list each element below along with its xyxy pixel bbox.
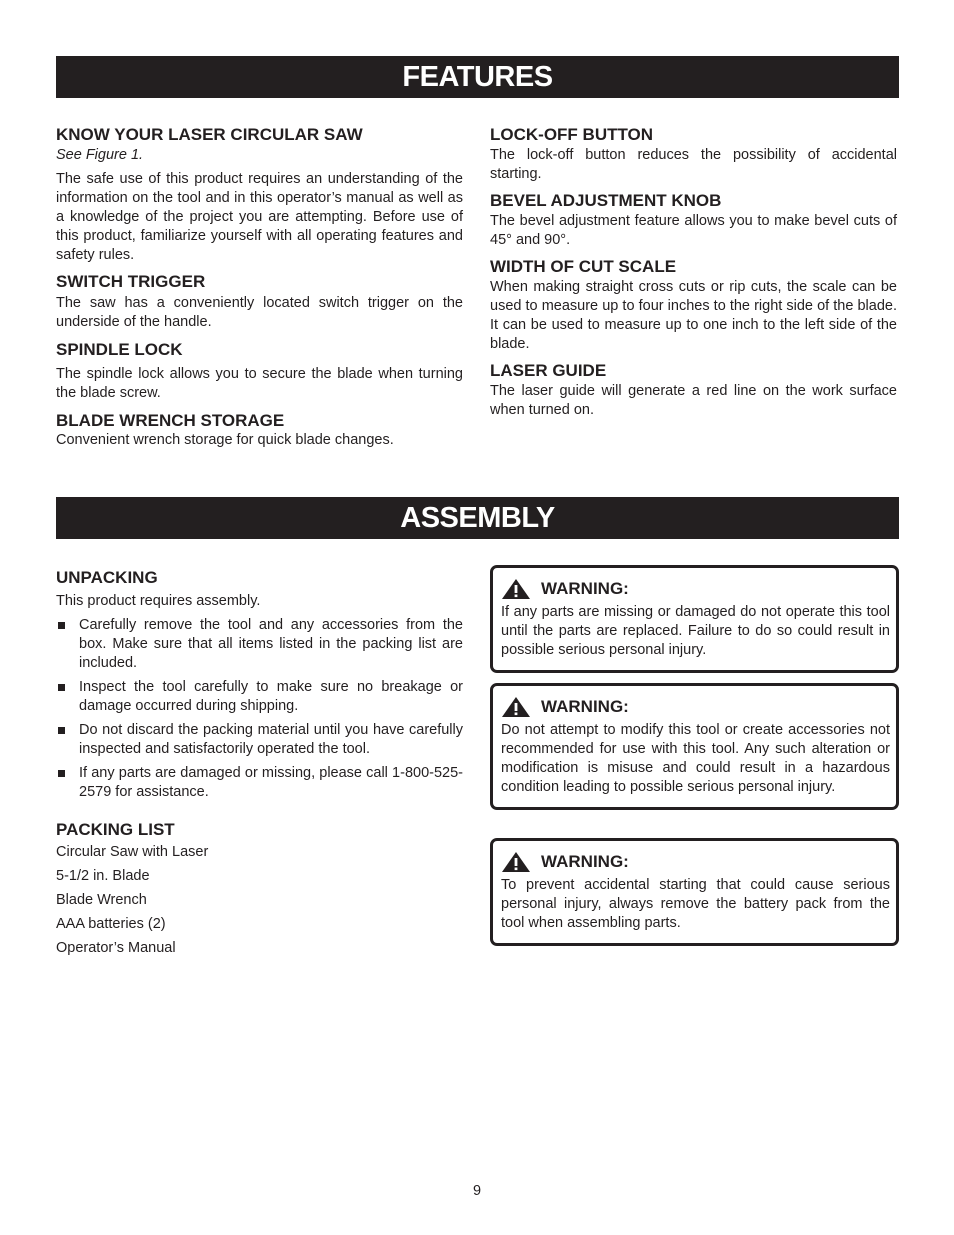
section-heading: LOCK-OFF BUTTON (490, 125, 654, 144)
warning-text: To prevent accidental starting that could cause serious personal injury, always remove the battery pack from the tool when assembling parts. (501, 877, 890, 931)
bullet-square-icon (58, 770, 65, 777)
section-heading: SPINDLE LOCK (56, 340, 183, 359)
warning-label: WARNING: (541, 852, 629, 871)
list-item: Blade Wrench (56, 892, 147, 908)
features-right-column (490, 124, 897, 420)
bullet-square-icon (58, 684, 65, 691)
list-item: Do not discard the packing material until you have carefully inspected and satisfactorily operated the tool. (56, 721, 463, 759)
figure-reference: See Figure 1. (56, 147, 144, 163)
section-heading: KNOW YOUR LASER CIRCULAR SAW (56, 125, 363, 144)
section-heading: BLADE WRENCH STORAGE (56, 411, 285, 430)
section-text: The laser guide will generate a red line on the work surface when turned on. (490, 383, 897, 418)
section-text: When making straight cross cuts or rip cuts, the scale can be used to measure up to four inches to the right side of the blade. It can be used to measure up to one inch to the left side of the blade. (490, 279, 897, 352)
page-number: 9 (472, 1183, 482, 1199)
section-text: Convenient wrench storage for quick blade changes. (56, 432, 394, 448)
list-item: Carefully remove the tool and any accessories from the box. Make sure that all items listed in the packing list are included. (56, 616, 463, 673)
warning-text: Do not attempt to modify this tool or create accessories not recommended for use with this tool. Any such alteration or modification is misuse and could result in a hazardous condition leading to possible serious personal injury. (501, 722, 890, 795)
list-item: Circular Saw with Laser (56, 844, 209, 860)
bullet-square-icon (58, 622, 65, 629)
section-heading: SWITCH TRIGGER (56, 272, 206, 291)
list-item: AAA batteries (2) (56, 916, 166, 932)
list-item: 5-1/2 in. Blade (56, 868, 150, 884)
warning-box (490, 565, 899, 673)
section-text: The saw has a conveniently located switch trigger on the underside of the handle. (56, 295, 463, 330)
assembly-left-column (56, 567, 463, 958)
warning-label: WARNING: (541, 579, 629, 598)
features-left-column (56, 124, 463, 450)
warning-triangle-icon (501, 696, 531, 718)
warning-triangle-icon (501, 851, 531, 873)
warning-label: WARNING: (541, 697, 629, 716)
warning-text: If any parts are missing or damaged do not operate this tool until the parts are replaced. Failure to do so could result in possible serious personal injury. (501, 604, 890, 658)
section-heading: LASER GUIDE (490, 361, 607, 380)
list-item: If any parts are damaged or missing, please call 1-800-525-2579 for assistance. (56, 764, 463, 802)
warning-box (490, 683, 899, 810)
warning-box (490, 838, 899, 946)
packing-list-heading: PACKING LIST (56, 820, 175, 839)
packing-list (56, 843, 463, 958)
features-banner: FEATURES (56, 56, 899, 98)
section-heading: BEVEL ADJUSTMENT KNOB (490, 191, 722, 210)
section-heading: WIDTH OF CUT SCALE (490, 257, 677, 276)
bullet-square-icon (58, 727, 65, 734)
section-text: The safe use of this product requires an understanding of the information on the tool and in this operator’s manual as well as a knowledge of the project you are attempting. Before use of this product, familiarize yourself with all operating features and safety rules. (56, 171, 463, 263)
unpacking-intro: This product requires assembly. (56, 593, 261, 609)
warning-triangle-icon (501, 578, 531, 600)
unpacking-heading: UNPACKING (56, 568, 158, 587)
list-item: Operator’s Manual (56, 940, 176, 956)
section-text: The bevel adjustment feature allows you to make bevel cuts of 45° and 90°. (490, 213, 897, 248)
list-item: Inspect the tool carefully to make sure no breakage or damage occurred during shipping. (56, 678, 463, 716)
section-text: The spindle lock allows you to secure the blade when turning the blade screw. (56, 366, 463, 401)
section-text: The lock-off button reduces the possibility of accidental starting. (490, 147, 897, 182)
assembly-banner: ASSEMBLY (56, 497, 899, 539)
